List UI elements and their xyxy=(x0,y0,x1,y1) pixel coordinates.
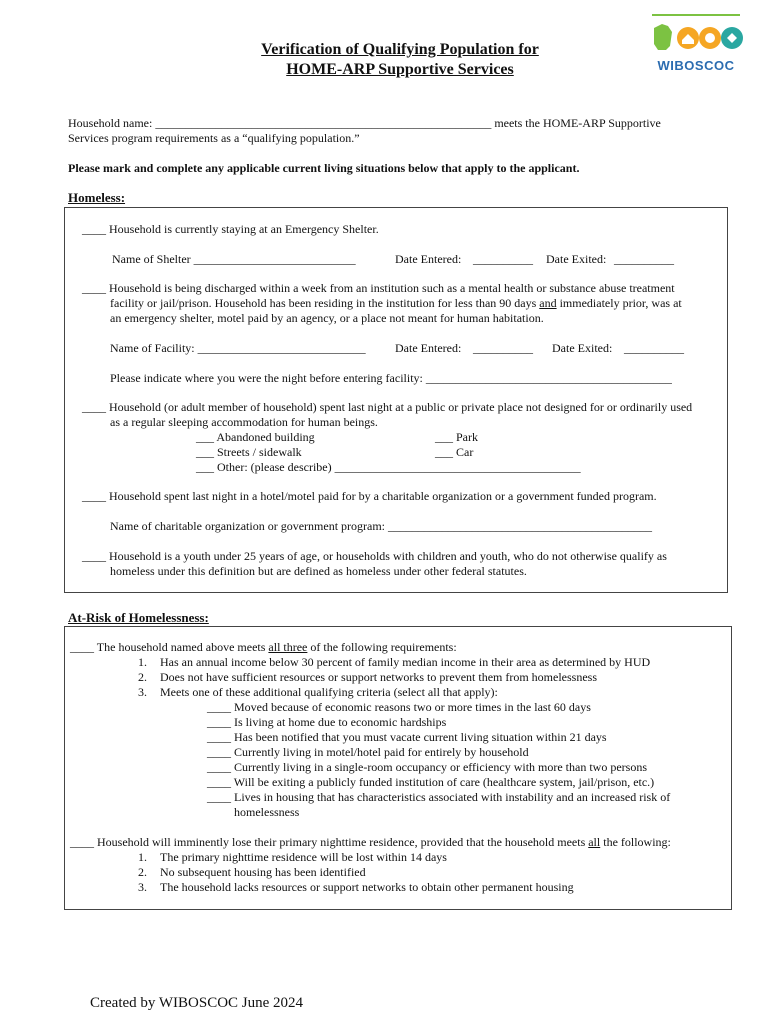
criteria-item[interactable]: ____ Lives in housing that has characteristics associated with instability and an increased risk of xyxy=(207,790,671,804)
criteria-item[interactable]: ____ Currently living in a single-room occupancy or efficiency with more than two persons xyxy=(207,760,648,774)
emergency-shelter-checkbox-line[interactable]: ____ Household is currently staying at an Emergency Shelter. xyxy=(82,222,379,236)
logo-emblem-icon xyxy=(648,16,744,60)
instruction-text: Please mark and complete any applicable current living situations below that apply to the applicant. xyxy=(68,161,580,175)
page-title xyxy=(160,40,640,80)
imminent-item: 1. xyxy=(138,850,147,864)
shelter-date-exited-label: Date Exited: xyxy=(546,252,607,266)
logo-text: WIBOSCOC xyxy=(657,58,735,73)
youth-line[interactable]: ____ Household is a youth under 25 years of age, or households with children and youth, who do not otherwise qualify as xyxy=(82,549,667,563)
requirement-item: 3. xyxy=(138,685,147,699)
option-other-describe[interactable]: ___ Other: (please describe) _________________________________________ xyxy=(196,460,581,474)
imminent-loss-line[interactable]: ____ Household will imminently lose their primary nighttime residence, provided that the household meets all the following: xyxy=(70,835,671,849)
option-car[interactable]: ___ Car xyxy=(435,445,474,459)
criteria-item[interactable]: ____ Moved because of economic reasons two or more times in the last 60 days xyxy=(207,700,591,714)
homeless-heading: Homeless: xyxy=(68,190,126,205)
requirement-text: Meets one of these additional qualifying criteria (select all that apply): xyxy=(160,685,498,699)
criteria-item[interactable]: ____ Is living at home due to economic hardships xyxy=(207,715,447,729)
criteria-item[interactable]: ____ Currently living in motel/hotel paid for entirely by household xyxy=(207,745,529,759)
night-before-field[interactable]: Please indicate where you were the night before entering facility: _________________________________________ xyxy=(110,371,672,385)
requirement-item: 1. xyxy=(138,655,147,669)
option-abandoned-building[interactable]: ___ Abandoned building xyxy=(196,430,315,444)
public-place-line[interactable]: ____ Household (or adult member of household) spent last night at a public or private place not designed for or ordinarily used xyxy=(82,400,693,414)
criteria-item[interactable]: ____ Has been notified that you must vacate current living situation within 21 days xyxy=(207,730,607,744)
facility-date-entered-field[interactable]: __________ xyxy=(473,341,533,355)
hotel-motel-line[interactable]: ____ Household spent last night in a hotel/motel paid for by a charitable organization or a government funded program. xyxy=(82,489,657,503)
facility-date-entered-label: Date Entered: xyxy=(395,341,462,355)
footer-credit: Created by WIBOSCOC June 2024 xyxy=(90,995,304,1011)
facility-date-exited-field[interactable]: __________ xyxy=(624,341,684,355)
title-line-1: Verification of Qualifying Population for xyxy=(261,41,539,58)
institution-discharge-line[interactable]: ____ Household is being discharged within a week from an institution such as a mental health or substance abuse treatment xyxy=(82,281,675,295)
criteria-item-cont: homelessness xyxy=(234,805,300,819)
imminent-item: 2. xyxy=(138,865,147,879)
facility-date-exited-label: Date Exited: xyxy=(552,341,613,355)
household-name-line: Household name: ________________________________________________________ meets the HOME-ARP Supportive xyxy=(68,116,661,130)
imminent-item-text: The household lacks resources or support networks to obtain other permanent housing xyxy=(160,880,574,894)
public-place-line-2: as a regular sleeping accommodation for human beings. xyxy=(110,415,378,429)
imminent-item-text: No subsequent housing has been identified xyxy=(160,865,366,879)
shelter-date-entered-field[interactable]: __________ xyxy=(473,252,533,266)
household-name-line-cont: Services program requirements as a “qualifying population.” xyxy=(68,131,360,145)
shelter-date-exited-field[interactable]: __________ xyxy=(614,252,674,266)
title-line-2: HOME-ARP Supportive Services xyxy=(286,61,514,78)
institution-discharge-line-3: an emergency shelter, motel paid by an agency, or a place not meant for human habitation. xyxy=(110,311,544,325)
wiboscoc-logo xyxy=(648,14,744,74)
requirement-item: 2. xyxy=(138,670,147,684)
shelter-name-field[interactable]: Name of Shelter ___________________________ xyxy=(112,252,356,266)
youth-line-2: homeless under this definition but are defined as homeless under other federal statutes. xyxy=(110,564,527,578)
criteria-item[interactable]: ____ Will be exiting a publicly funded institution of care (healthcare system, jail/prison, etc.) xyxy=(207,775,655,789)
imminent-item-text: The primary nighttime residence will be lost within 14 days xyxy=(160,850,447,864)
requirement-text: Has an annual income below 30 percent of family median income in their area as determined by HUD xyxy=(160,655,651,669)
at-risk-requirements-line[interactable]: ____ The household named above meets all three of the following requirements: xyxy=(70,640,457,654)
imminent-item: 3. xyxy=(138,880,147,894)
shelter-date-entered-label: Date Entered: xyxy=(395,252,462,266)
facility-name-field[interactable]: Name of Facility: ____________________________ xyxy=(110,341,366,355)
at-risk-heading: At-Risk of Homelessness: xyxy=(68,610,209,625)
option-streets-sidewalk[interactable]: ___ Streets / sidewalk xyxy=(196,445,302,459)
institution-discharge-line-2: facility or jail/prison. Household has been residing in the institution for less than 90 days and immediately prior, was at xyxy=(110,296,682,310)
option-park[interactable]: ___ Park xyxy=(435,430,478,444)
requirement-text: Does not have sufficient resources or support networks to prevent them from homelessness xyxy=(160,670,598,684)
charitable-org-field[interactable]: Name of charitable organization or government program: ____________________________________________ xyxy=(110,519,653,533)
